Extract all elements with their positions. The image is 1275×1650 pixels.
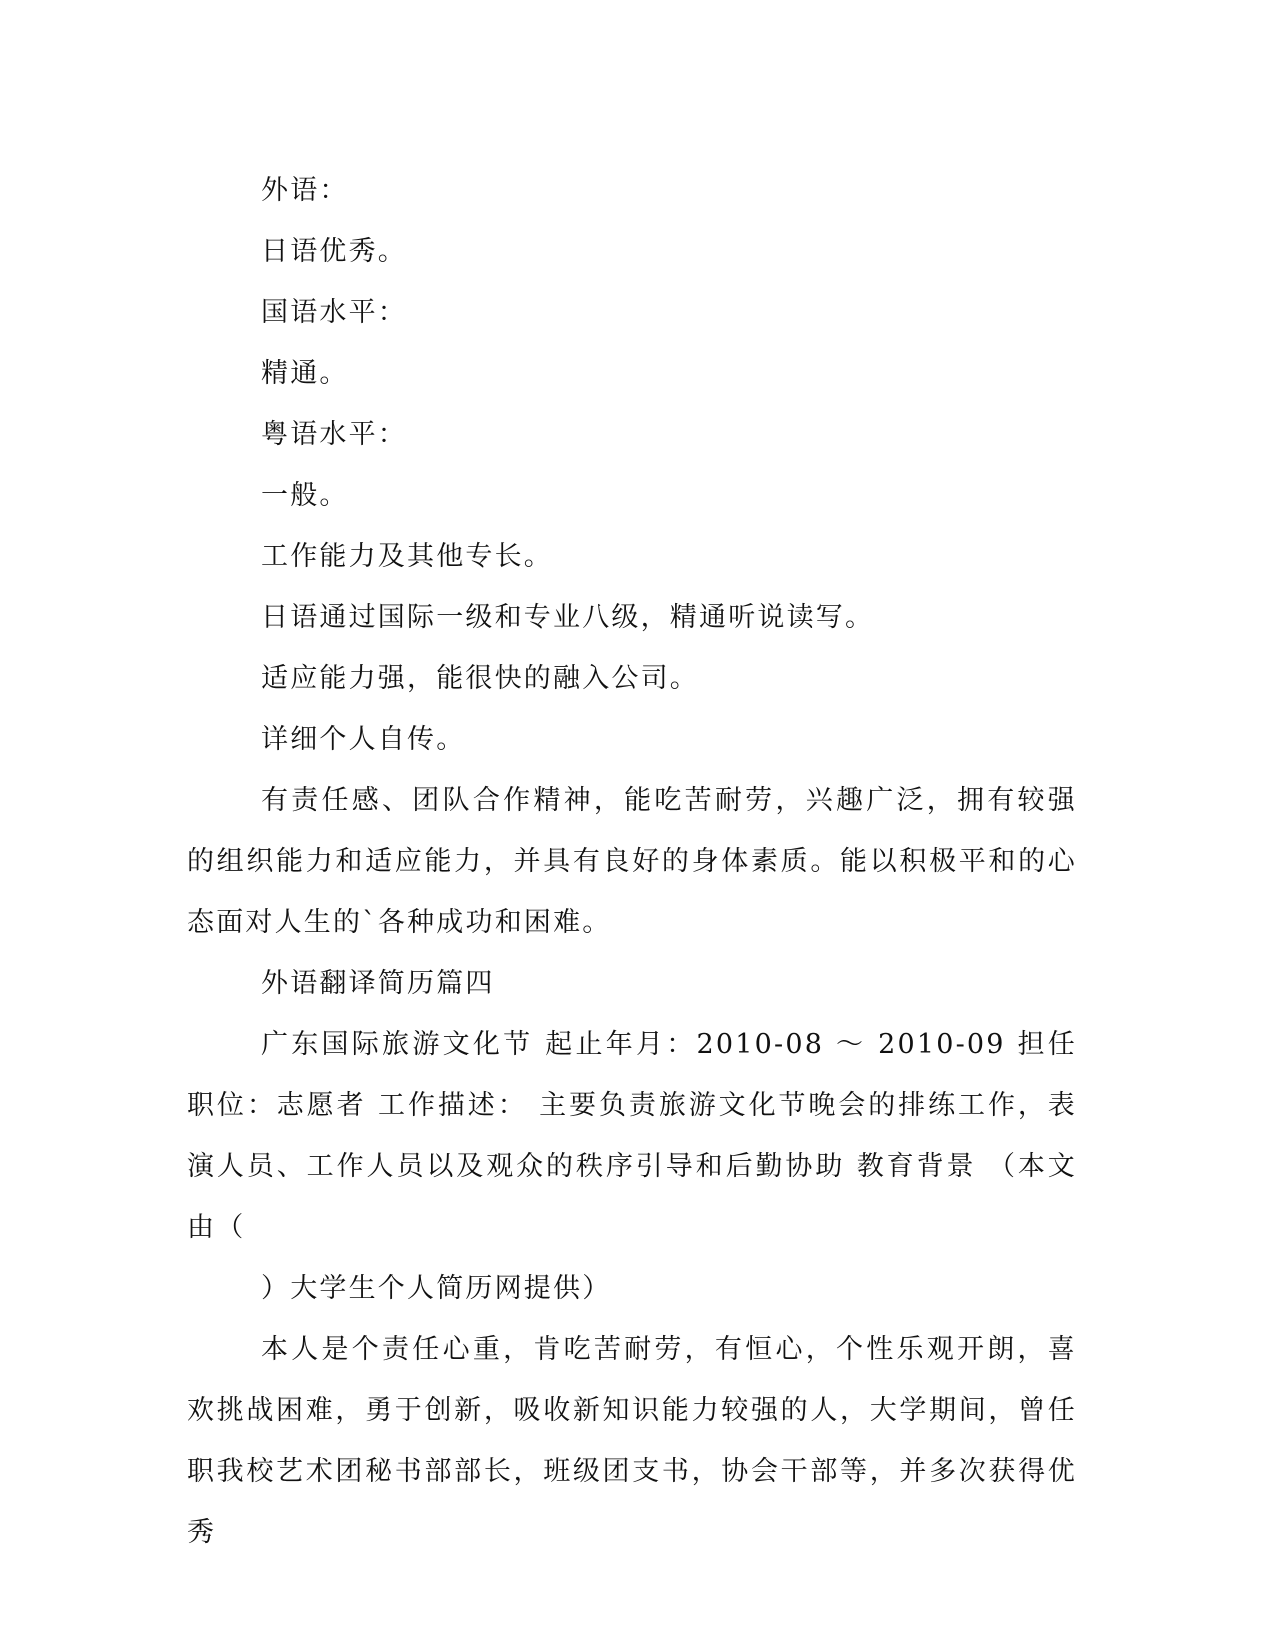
paragraph-mandarin-label: 国语水平：	[261, 297, 407, 328]
paragraph-japanese-certification: 日语通过国际一级和专业八级，精通听说读写。	[261, 602, 875, 633]
paragraph-foreign-language-label: 外语：	[261, 175, 349, 206]
paragraph-source-note: ）大学生个人简历网提供）	[261, 1273, 612, 1304]
document-body	[187, 160, 1077, 1563]
paragraph-autobiography-heading: 详细个人自传。	[261, 724, 466, 755]
paragraph-cantonese-label: 粤语水平：	[261, 419, 407, 450]
paragraph-japanese-level: 日语优秀。	[261, 236, 407, 267]
paragraph-adaptability: 适应能力强，能很快的融入公司。	[261, 663, 699, 694]
paragraph-autobiography-body: 有责任感、团队合作精神，能吃苦耐劳，兴趣广泛，拥有较强的组织能力和适应能力，并具有良好的身体素质。能以积极平和的心态面对人生的`各种成功和困难。	[187, 785, 1077, 938]
paragraph-cantonese-level: 一般。	[261, 480, 349, 511]
paragraph-skills-heading: 工作能力及其他专长。	[261, 541, 553, 572]
paragraph-mandarin-level: 精通。	[261, 358, 349, 389]
section-title-resume-four: 外语翻译简历篇四	[261, 968, 495, 999]
paragraph-volunteer-experience: 广东国际旅游文化节 起止年月：2010-08 ～ 2010-09 担任职位：志愿者 工作描述： 主要负责旅游文化节晚会的排练工作，表演人员、工作人员以及观众的秩序引导和后勤协助 教育背景 （本文由（	[187, 1029, 1077, 1243]
paragraph-self-evaluation: 本人是个责任心重，肯吃苦耐劳，有恒心，个性乐观开朗，喜欢挑战困难，勇于创新，吸收新知识能力较强的人，大学期间，曾任职我校艺术团秘书部部长，班级团支书，协会干部等，并多次获得优秀	[187, 1334, 1077, 1548]
